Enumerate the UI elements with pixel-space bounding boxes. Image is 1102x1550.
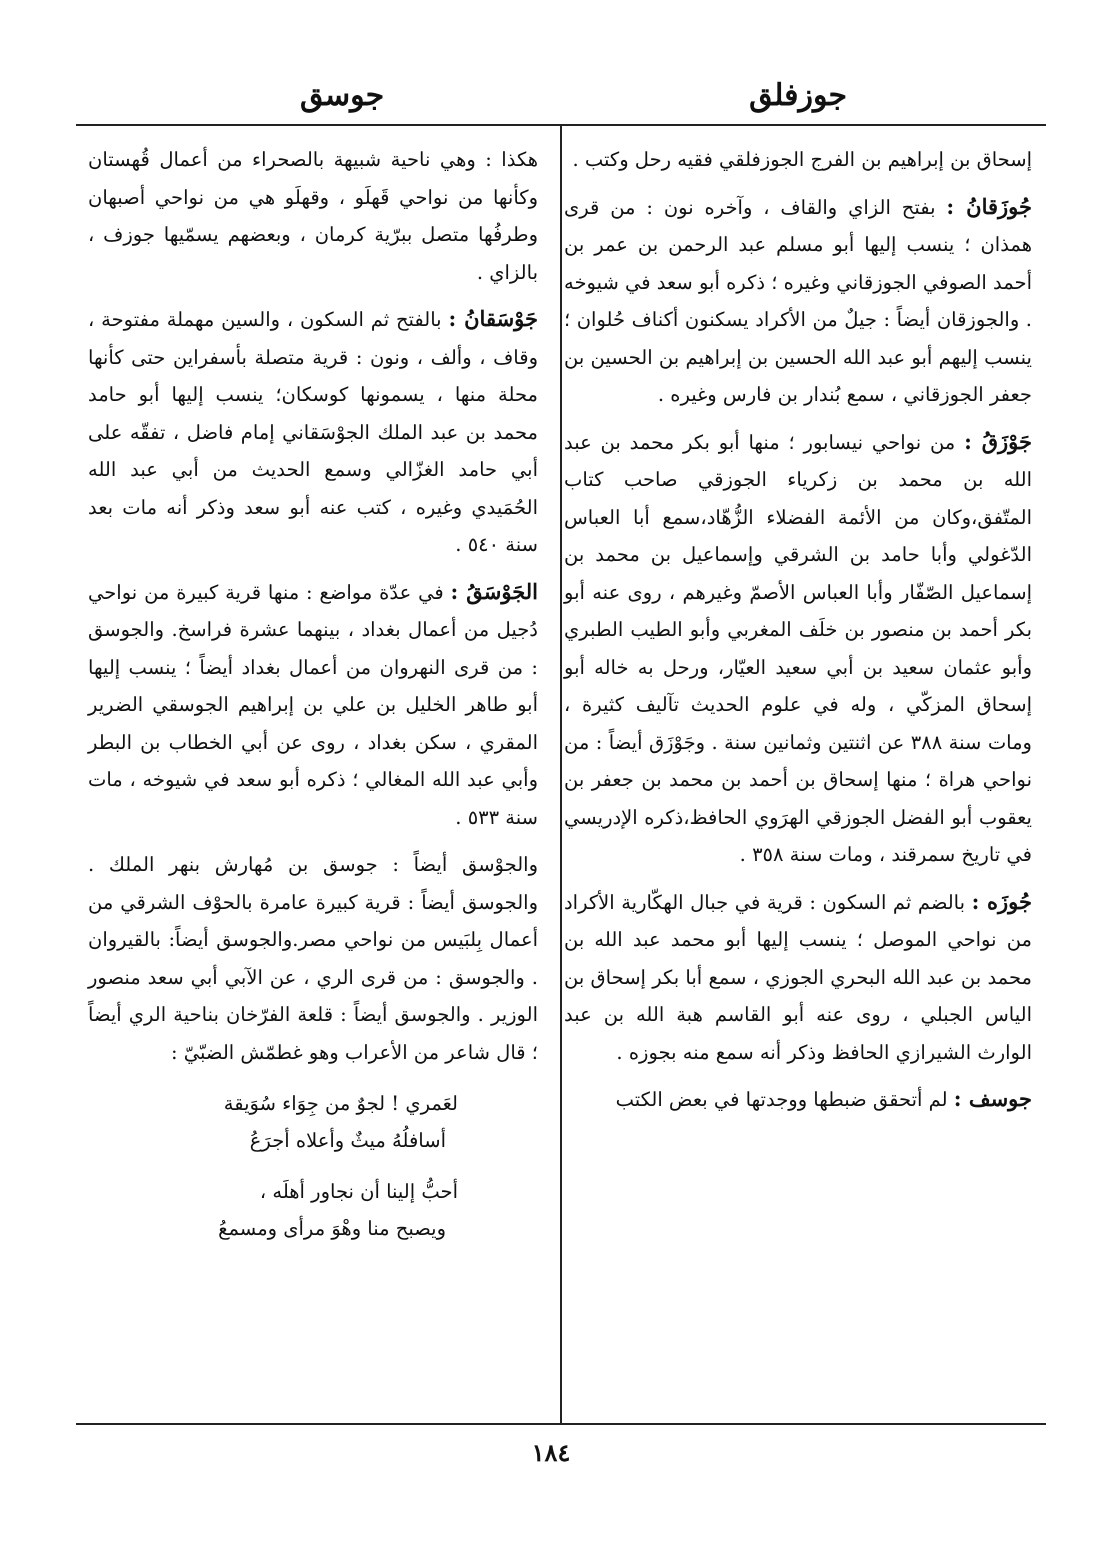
left-column	[88, 140, 538, 1247]
entry	[564, 1080, 1032, 1119]
verse-line: لعَمري ! لجوٌ من جِوَاء سُوَيقة	[223, 1092, 458, 1115]
entry-text: في عدّة مواضع : منها قرية كبيرة من نواحي دُجيل من أعمال بغداد ، بينهما عشرة فراسخ. والجوسق : من قرى النهروان من أعمال بغداد أيضاً ؛ ينسب إليها أبو طاهر الخليل بن علي بن إبراهيم الجوسقي الضرير المقري ، سكن بغداد ، روى عن أبي الخطاب بن البطر وأبي عبد الله المغالي ؛ ذكره أبو سعد في شيوخه ، مات سنة ٥٣٣ .	[88, 580, 538, 829]
entry	[88, 140, 538, 291]
entry-text: بفتح الزاي والقاف ، وآخره نون : من قرى همذان ؛ ينسب إليها أبو مسلم عبد الرحمن بن عمر بن أحمد الصوفي الجوزقاني وغيره ؛ ذكره أبو سعد في شيوخه . والجوزقان أيضاً : جيلٌ من الأكراد يسكنون أكناف حُلوان ؛ ينسب إليهم أبو عبد الله الحسين بن إبراهيم بن الحسين بن جعفر الجوزقاني ، سمع بُندار بن فارس وغيره .	[564, 195, 1032, 406]
entry	[88, 300, 538, 564]
poem	[88, 1085, 538, 1247]
entry	[564, 423, 1032, 874]
entry	[88, 845, 538, 1071]
entry-headword: جَوْسَقانُ :	[448, 306, 538, 331]
running-head-left: جوسق	[300, 78, 385, 113]
verse-line: أسافلُهُ ميثٌ وأعلاه أجرَعُ	[249, 1129, 446, 1152]
page-number: ١٨٤	[531, 1438, 571, 1467]
entry-text: إسحاق بن إبراهيم بن الفرج الجوزفلقي فقيه رحل وكتب .	[572, 148, 1032, 171]
entry	[564, 883, 1032, 1072]
entry-headword: الجَوْسَقُ :	[450, 578, 538, 604]
entry-text: من نواحي نيسابور ؛ منها أبو بكر محمد بن عبد الله بن محمد بن زكرياء الجوزقي صاحب كتاب المتّفق،وكان من الأئمة الفضلاء الزُّهّاد،سمع أبا العباس الدّغولي وأبا حامد بن الشرقي وإسماعيل بن محمد بن إسماعيل الصّفّار وأبا العباس الأصمّ وغيرهم ، روى عنه أبو بكر أحمد بن منصور بن خلَف المغربي وأبو الطيب الطبري وأبو عثمان سعيد بن أبي سعيد العيّار، ورحل به خاله أبو إسحاق المزكّي ، وله في علوم الحديث تآليف كثيرة ، ومات سنة ٣٨٨ عن اثنتين وثمانين سنة . وجَوْزَق أيضاً : من نواحي هراة ؛ منها إسحاق بن أحمد بن محمد بن جعفر بن يعقوب أبو الفضل الجوزقي الهرَوي الحافظ،ذكره الإدريسي في تاريخ سمرقند ، ومات سنة ٣٥٨ .	[564, 430, 1032, 866]
right-column	[564, 140, 1032, 1128]
running-head-right: جوزفلق	[749, 78, 847, 113]
entry-text: بالضم ثم السكون : قرية في جبال الهكّارية الأكراد من نواحي الموصل ؛ ينسب إليها أبو محمد عبد الله بن محمد بن عبد الله البحري الجوزي ، سمع أبا بكر إسحاق بن الياس الجبلي ، روى عنه أبو القاسم هبة الله بن عبد الوارث الشيرازي الحافظ وذكر أنه سمع منه بجوزه .	[564, 890, 1032, 1064]
entry-text: هكذا : وهي ناحية شبيهة بالصحراء من أعمال قُهستان وكأنها من نواحي قَهلَو ، وقهلَو هي من نواحي أصبهان وطرفُها متصل ببرّية كرمان ، وبعضهم يسمّيها جوزف ، بالزاي .	[88, 148, 538, 284]
entry-text: والجوْسق أيضاً : جوسق بن مُهارش بنهر الملك . والجوسق أيضاً : قرية كبيرة عامرة بالحوْف الشرقي من أعمال بِلبَيس من نواحي مصر.والجوسق أيضاً: بالقيروان . والجوسق : من قرى الري ، عن الآبي أبي سعد منصور الوزير . والجوسق أيضاً : قلعة الفرّخان بناحية الري أيضاً ؛ قال شاعر من الأعراب وهو غطمّش الضبّيّ :	[88, 853, 538, 1064]
verse-line: أحبُّ إلينا أن نجاور أهلَه ،	[259, 1180, 458, 1203]
entry-text: بالفتح ثم السكون ، والسين مهملة مفتوحة ، وقاف ، وألف ، ونون : قرية متصلة بأسفراين حتى كأنها محلة منها ، يسمونها كوسكان؛ ينسب إليها أبو حامد محمد بن عبد الملك الجوْسَقاني إمام فاضل ، تفقّه على أبي حامد الغزّالي وسمع الحديث من أبي عبد الله الحُمَيدي وغيره ، كتب عنه أبو سعد وذكر أنه مات بعد سنة ٥٤٠ .	[88, 308, 538, 556]
column-divider	[560, 124, 562, 1423]
entry	[564, 140, 1032, 179]
entry-headword: جَوْزَقُ :	[964, 428, 1032, 454]
entry-headword: جُوزَه :	[971, 888, 1032, 914]
entry	[88, 573, 538, 837]
verse-gap	[88, 1159, 458, 1173]
entry-text: لم أتحقق ضبطها ووجدتها في بعض الكتب	[615, 1088, 948, 1111]
entry	[564, 188, 1032, 414]
entry-headword: جُوزَقانُ :	[946, 193, 1032, 219]
entry-headword: جوسف :	[953, 1086, 1032, 1111]
bottom-rule	[76, 1423, 1046, 1425]
verse-line: ويصبح منا وهْوَ مرأى ومسمعُ	[218, 1217, 446, 1240]
